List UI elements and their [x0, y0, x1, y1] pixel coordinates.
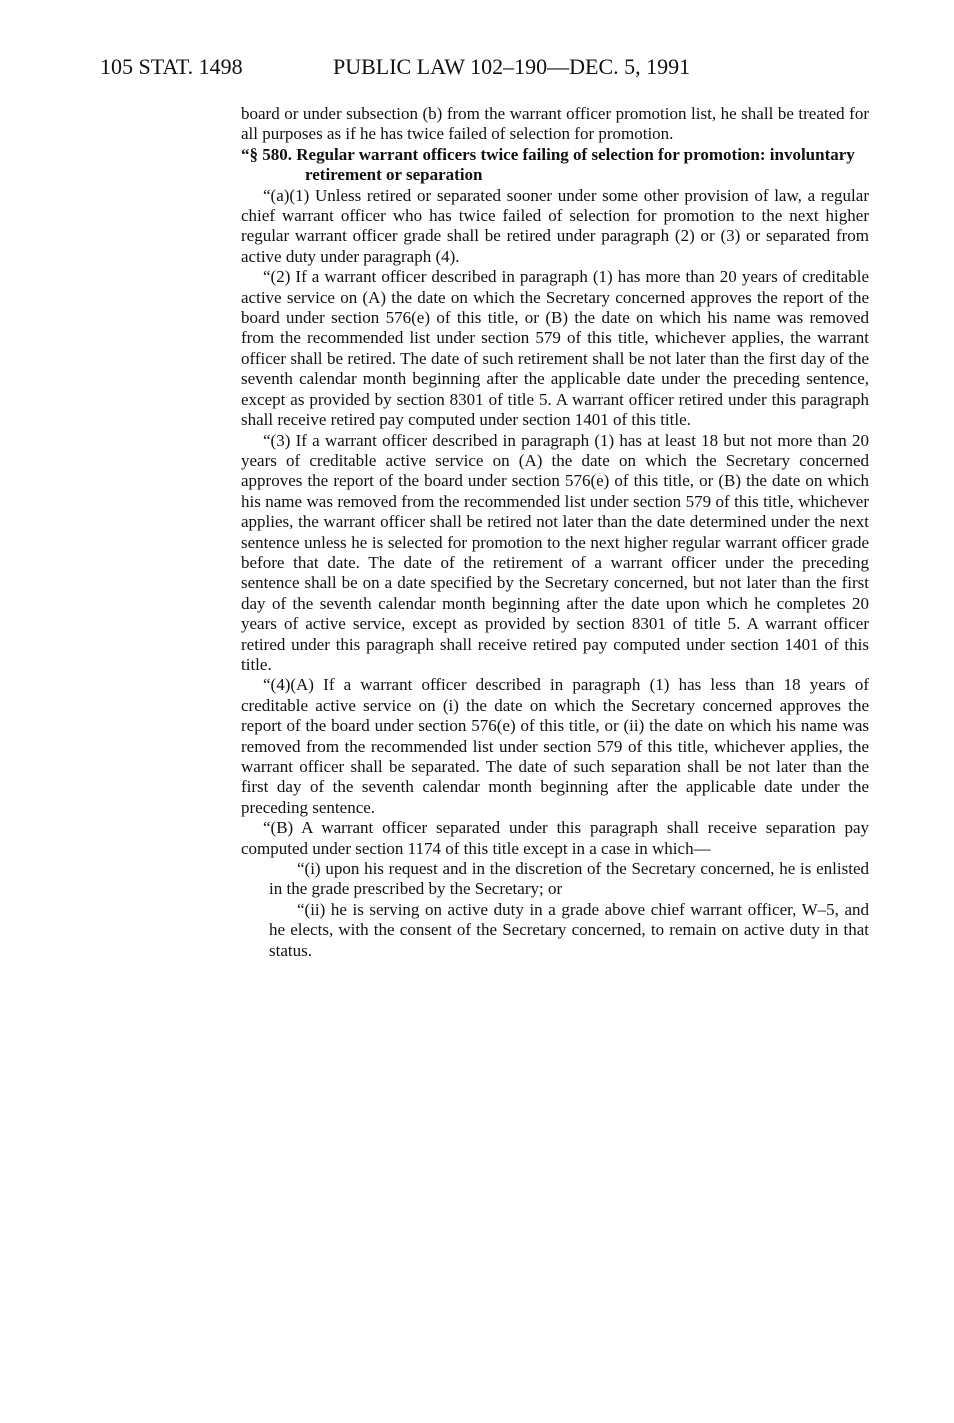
paragraph-4b: “(B) A warrant officer separated under this paragraph shall receive separation pay computed under section 1174 of this title except in a case in which—: [241, 818, 869, 858]
section-title: Regular warrant officers twice failing of selection for promotion: involuntary retirement or separation: [296, 144, 855, 185]
paragraph-2: “(2) If a warrant officer described in paragraph (1) has more than 20 years of creditable active service on (A) the date on which the Secretary concerned approves the report of the board under section 576(e) of this title, or (B) the date on which his name was removed from the recommended list under section 579 of this title, whichever applies, the warrant officer shall be retired. The date of such retirement shall be not later than the first day of the seventh calendar month beginning after the applicable date under the preceding sentence, except as provided by section 8301 of title 5. A warrant officer retired under this paragraph shall receive retired pay computed under section 1401 of this title.: [241, 267, 869, 430]
section-heading: [241, 145, 869, 186]
law-citation: PUBLIC LAW 102–190—DEC. 5, 1991: [333, 54, 691, 79]
clause-i: “(i) upon his request and in the discretion of the Secretary concerned, he is enlisted in the grade prescribed by the Secretary; or: [269, 859, 869, 899]
paragraph-a1: “(a)(1) Unless retired or separated sooner under some other provision of law, a regular chief warrant officer who has twice failed of selection for promotion to the next higher regular warrant officer grade shall be retired under paragraph (2) or (3) or separated from active duty under paragraph (4).: [241, 185, 869, 266]
continuation-paragraph: board or under subsection (b) from the warrant officer promotion list, he shall be treated for all purposes as if he has twice failed of selection for promotion.: [241, 104, 869, 144]
running-head: [100, 50, 870, 84]
paragraph-3: “(3) If a warrant officer described in paragraph (1) has at least 18 but not more than 20 years of creditable active service on (A) the date on which the Secretary concerned approves the report of the board under section 576(e) of this title, or (B) the date on which his name was removed from the recommended list under section 579 of this title, whichever applies, the warrant officer shall be retired not later than the date determined under the next sentence unless he is selected for promotion to the next higher regular warrant officer grade before that date. The date of the retirement of a warrant officer under the preceding sentence shall be on a date specified by the Secretary concerned, but not later than the first day of the seventh calendar month beginning after the date upon which he completes 20 years of active service, except as provided by section 8301 of title 5. A warrant officer retired under this paragraph shall receive retired pay computed under section 1401 of this title.: [241, 430, 869, 674]
stat-citation: 105 STAT. 1498: [100, 54, 243, 79]
clause-ii: “(ii) he is serving on active duty in a grade above chief warrant officer, W–5, and he elects, with the consent of the Secretary concerned, to remain on active duty in that status.: [269, 899, 869, 960]
section-number: “§ 580.: [241, 144, 292, 164]
paragraph-4a: “(4)(A) If a warrant officer described in paragraph (1) has less than 18 years of creditable active service on (i) the date on which the Secretary concerned approves the report of the board under section 576(e) of this title, or (ii) the date on which his name was removed from the recommended list under section 579 of this title, whichever applies, the warrant officer shall be separated. The date of such separation shall be not later than the first day of the seventh calendar month beginning after the applicable date under the preceding sentence.: [241, 675, 869, 817]
body-text: [241, 104, 869, 961]
